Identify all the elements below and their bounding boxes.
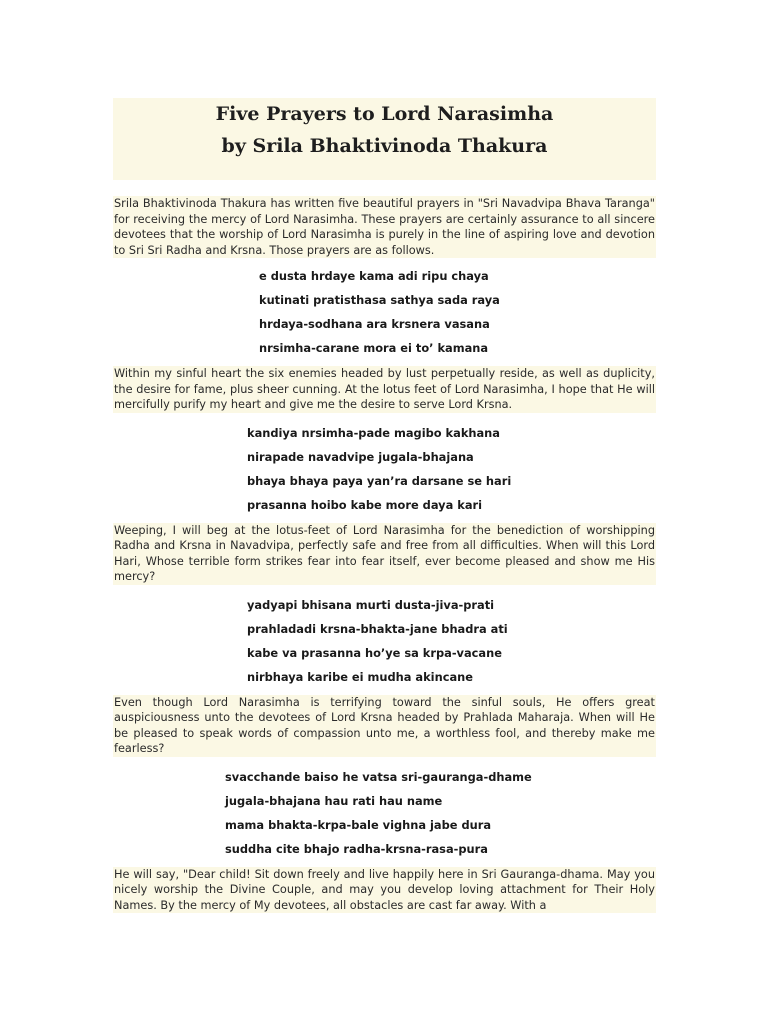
verse-line: mama bhakta-krpa-bale vighna jabe dura — [225, 817, 492, 832]
verse-line: svacchande baiso he vatsa sri-gauranga-dhame — [225, 769, 532, 784]
page-title: Five Prayers to Lord Narasimha — [215, 103, 554, 125]
page-subtitle: by Srila Bhaktivinoda Thakura — [221, 135, 548, 157]
translation-paragraph-4: He will say, "Dear child! Sit down freely and live happily here in Sri Gauranga-dhama. May you nicely worship the Divine Couple, and may you develop loving attachment for Their Holy Names. By the mercy of My devotees, all obstacles are cast far away. With a — [114, 867, 655, 912]
verse-line: jugala-bhajana hau rati hau name — [225, 793, 443, 808]
translation-paragraph-1: Within my sinful heart the six enemies headed by lust perpetually reside, as well as duplicity, the desire for fame, plus sheer cunning. At the lotus feet of Lord Narasimha, I hope that He will mercifully purify my heart and give me the desire to serve Lord Krsna. — [114, 367, 655, 411]
verse-line: nrsimha-carane mora ei to’ kamana — [259, 341, 489, 355]
translation-paragraph-3: Even though Lord Narasimha is terrifying toward the sinful souls, He offers great auspiciousness unto the devotees of Lord Krsna headed by Prahlada Maharaja. When will He be pleased to speak words of compassion unto me, a worthless fool, and thereby make me fearless? — [114, 695, 655, 755]
verse-line: kandiya nrsimha-pade magibo kakhana — [247, 425, 500, 440]
verse-4 — [113, 757, 656, 867]
translation-paragraph-2: Weeping, I will beg at the lotus-feet of Lord Narasimha for the benediction of worshipping Radha and Krsna in Navadvipa, perfectly safe and free from all difficulties. When will this Lord Hari, Whose terrible form strikes fear into fear itself, ever become pleased and show me His mercy? — [114, 523, 655, 583]
verse-line: prasanna hoibo kabe more daya kari — [247, 497, 483, 512]
verse-line: nirbhaya karibe ei mudha akincane — [247, 669, 473, 684]
verse-line: bhaya bhaya paya yan’ra darsane se hari — [247, 473, 512, 488]
verse-line: hrdaya-sodhana ara krsnera vasana — [259, 317, 490, 331]
verse-line: kabe va prasanna ho’ye sa krpa-vacane — [247, 645, 502, 660]
verse-3 — [113, 585, 656, 695]
title-block — [113, 98, 656, 180]
document-page — [113, 98, 656, 913]
verse-line: e dusta hrdaye kama adi ripu chaya — [259, 269, 489, 283]
verse-line: kutinati pratisthasa sathya sada raya — [259, 293, 500, 307]
verse-line: prahladadi krsna-bhakta-jane bhadra ati — [247, 621, 508, 636]
verse-2 — [113, 413, 656, 523]
verse-1 — [113, 258, 656, 366]
intro-paragraph: Srila Bhaktivinoda Thakura has written five beautiful prayers in "Sri Navadvipa Bhava Taranga" for receiving the mercy of Lord Narasimha. These prayers are certainly assurance to all sincere devotees that the worship of Lord Narasimha is purely in the line of aspiring love and devotion to Sri Sri Radha and Krsna. Those prayers are as follows. — [114, 197, 655, 257]
verse-line: nirapade navadvipe jugala-bhajana — [247, 449, 474, 464]
verse-line: suddha cite bhajo radha-krsna-rasa-pura — [225, 841, 488, 856]
verse-line: yadyapi bhisana murti dusta-jiva-prati — [247, 597, 495, 612]
